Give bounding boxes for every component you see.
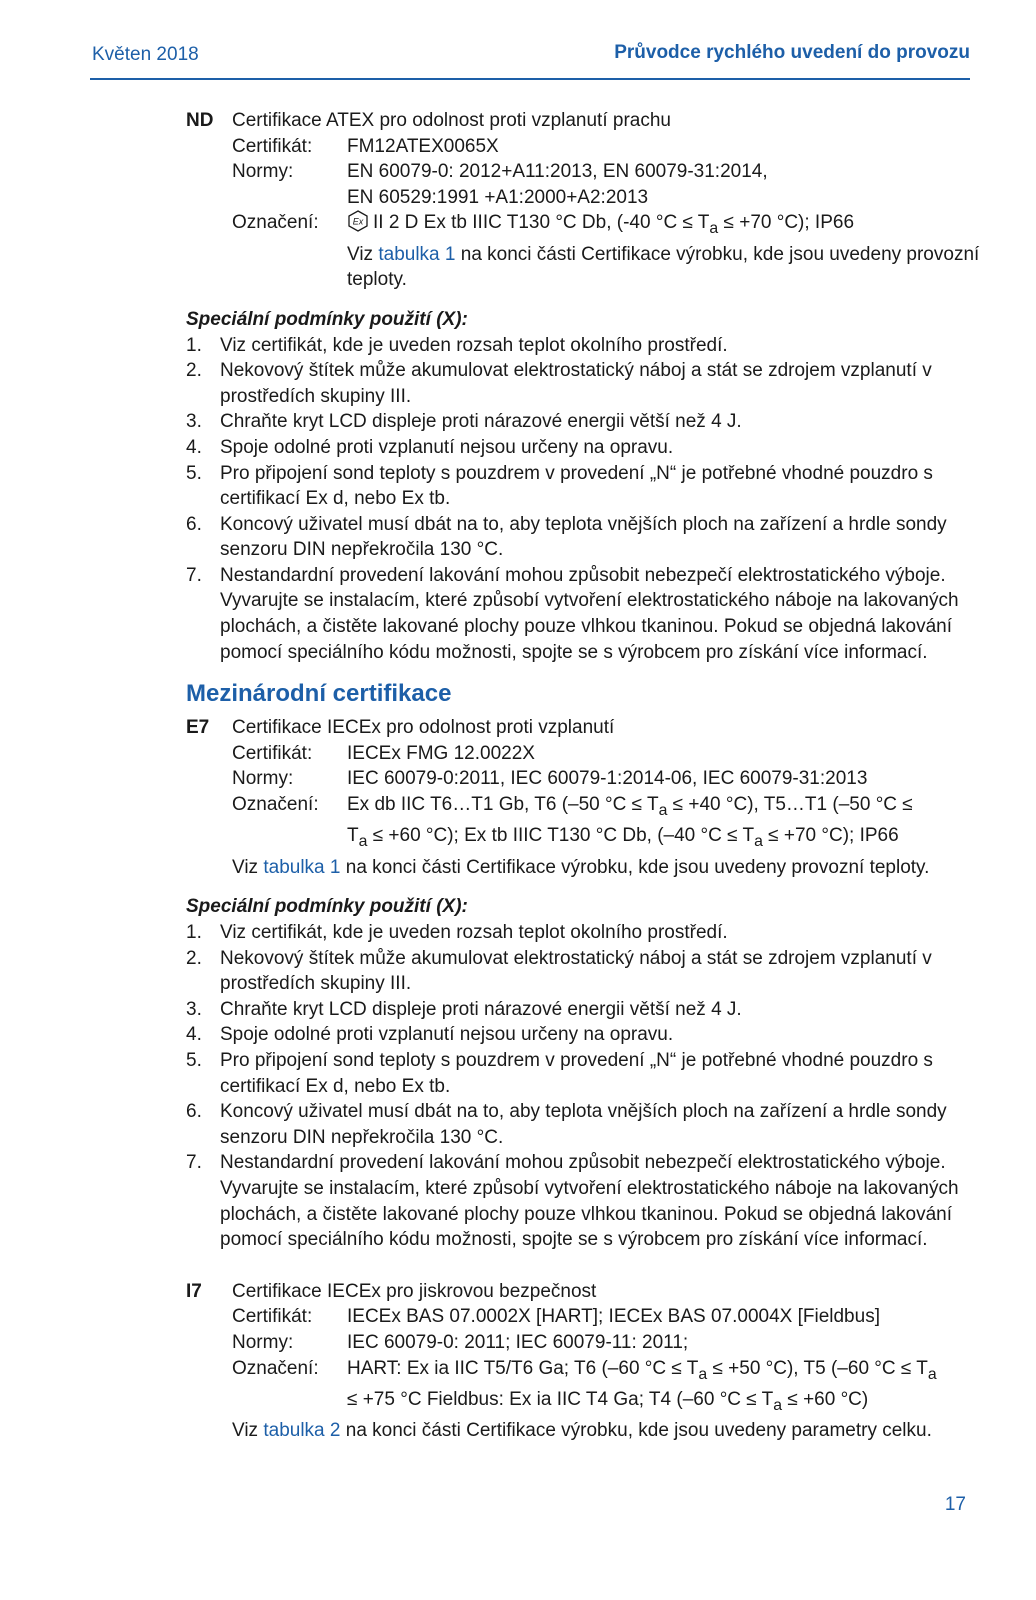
page-header [0, 0, 1036, 84]
viz-prefix: Viz [347, 243, 379, 265]
list-item [186, 333, 986, 359]
cert-block-nd [186, 108, 986, 293]
cert-label: Certifikát: [232, 1306, 313, 1328]
item-number: 4. [186, 436, 202, 458]
cert-block-e7 [186, 715, 986, 880]
list-item [186, 563, 986, 665]
marking-text-3: ≤ +75 °C Fieldbus: Ex ia IIC T4 Ga; T4 (–60 °C ≤ T [347, 1388, 774, 1410]
item-text: Nestandardní provedení lakování mohou způsobit nebezpečí elektrostatického výboje. Vyvarujte se instalacím, které způsobí vytvoření elektrostatického náboje na lakovaných plochách, a čistěte lakované plochy pouze vlhkou tkaninou. Pokud se objedná lakování pomocí speciálního kódu možnosti, spojte se s výrobcem pro získání více informací. [220, 564, 959, 663]
marking-label: Označení: [232, 794, 319, 816]
list-item [186, 409, 986, 435]
list-item [186, 1099, 986, 1150]
marking-text-4: ≤ +60 °C) [782, 1388, 869, 1410]
item-text: Pro připojení sond teploty s pouzdrem v provedení „N“ je potřebné vhodné pouzdro s certifikací Ex d, nebo Ex tb. [220, 1049, 933, 1097]
cert-label: Certifikát: [232, 742, 313, 764]
page-content [186, 108, 986, 1444]
cert-value: IECEx BAS 07.0002X [HART]; IECEx BAS 07.0004X [Fieldbus] [347, 1306, 880, 1328]
item-number: 4. [186, 1024, 202, 1046]
header-date: Květen 2018 [92, 44, 199, 65]
viz-suffix: na konci části Certifikace výrobku, kde jsou uvedeny provozní teploty. [347, 243, 980, 291]
item-number: 7. [186, 1152, 202, 1174]
viz-suffix: na konci části Certifikace výrobku, kde jsou uvedeny parametry celku. [340, 1420, 932, 1442]
marking-text-4: ≤ +60 °C); Ex tb IIIC T130 °C Db, (–40 °C ≤ T [367, 825, 755, 847]
item-text: Viz certifikát, kde je uveden rozsah teplot okolního prostředí. [220, 922, 728, 944]
list-item [186, 920, 986, 946]
marking-text-1: HART: Ex ia IIC T5/T6 Ga; T6 (–60 °C ≤ T [347, 1357, 699, 1379]
page-number: 17 [944, 1494, 966, 1515]
item-number: 6. [186, 513, 202, 535]
conditions-list-nd [186, 333, 986, 666]
norms-value: IEC 60079-0: 2011; IEC 60079-11: 2011; [347, 1331, 689, 1353]
tabulka-1-link[interactable]: tabulka 1 [263, 856, 341, 878]
marking-text-5: ≤ +70 °C); IP66 [762, 825, 899, 847]
subscript-a: a [658, 801, 668, 819]
cert-title: Certifikace IECEx pro jiskrovou bezpečnost [232, 1280, 597, 1302]
item-text: Spoje odolné proti vzplanutí nejsou určeny na opravu. [220, 1024, 674, 1046]
subscript-a: a [927, 1365, 937, 1383]
item-text: Nestandardní provedení lakování mohou způsobit nebezpečí elektrostatického výboje. Vyvarujte se instalacím, které způsobí vytvoření elektrostatického náboje na lakovaných plochách, a čistěte lakované plochy pouze vlhkou tkaninou. Pokud se objedná lakování pomocí speciálního kódu možnosti, spojte se s výrobcem pro získání více informací. [220, 1152, 959, 1251]
tabulka-2-link[interactable]: tabulka 2 [263, 1420, 341, 1442]
norms-value-line2: EN 60529:1991 +A1:2000+A2:2013 [347, 186, 649, 208]
list-item [186, 461, 986, 512]
item-number: 3. [186, 411, 202, 433]
marking-label: Označení: [232, 1357, 319, 1379]
subscript-a: a [754, 833, 763, 851]
header-title: Průvodce rychlého uvedení do provozu [614, 42, 970, 63]
item-text: Nekovový štítek může akumulovat elektrostatický náboj a stát se zdrojem vzplanutí v prostředích skupiny III. [220, 947, 932, 995]
marking-text-2: ≤ +50 °C), T5 (–60 °C ≤ T [707, 1357, 928, 1379]
item-text: Koncový uživatel musí dbát na to, aby teplota vnějších ploch na zařízení a hrdle sondy senzoru DIN nepřekročila 130 °C. [220, 1101, 947, 1148]
viz-prefix: Viz [232, 856, 264, 878]
special-conditions-title: Speciální podmínky použití (X): [186, 896, 468, 918]
list-item [186, 946, 986, 997]
list-item [186, 1150, 986, 1252]
viz-prefix: Viz [232, 1420, 264, 1442]
list-item [186, 435, 986, 461]
item-number: 2. [186, 360, 202, 382]
item-number: 7. [186, 564, 202, 586]
subscript-a: a [698, 1365, 708, 1383]
item-number: 5. [186, 1049, 202, 1071]
cert-code: ND [186, 110, 214, 131]
subscript-a: a [358, 833, 368, 851]
cert-label: Certifikát: [232, 135, 313, 157]
marking-text-2: ≤ +40 °C), T5…T1 (–50 °C ≤ [667, 794, 913, 816]
item-number: 1. [186, 922, 202, 944]
item-text: Chraňte kryt LCD displeje proti nárazové energii větší než 4 J. [220, 998, 742, 1020]
cert-code: I7 [186, 1280, 202, 1302]
list-item [186, 358, 986, 409]
viz-suffix: na konci části Certifikace výrobku, kde jsou uvedeny provozní teploty. [340, 856, 930, 878]
cert-block-i7 [186, 1279, 986, 1444]
list-item [186, 1048, 986, 1099]
special-conditions-title: Speciální podmínky použití (X): [186, 308, 468, 330]
norms-value: IEC 60079-0:2011, IEC 60079-1:2014-06, IEC 60079-31:2013 [347, 768, 868, 790]
item-number: 5. [186, 462, 202, 484]
item-number: 1. [186, 334, 202, 356]
item-number: 6. [186, 1101, 202, 1123]
item-text: Pro připojení sond teploty s pouzdrem v provedení „N“ je potřebné vhodné pouzdro s certifikací Ex d, nebo Ex tb. [220, 462, 933, 510]
marking-text-a: II 2 D Ex tb IIIC T130 °C Db, (-40 °C ≤ T [373, 212, 710, 234]
spacer [186, 1253, 986, 1279]
item-text: Viz certifikát, kde je uveden rozsah teplot okolního prostředí. [220, 334, 728, 356]
list-item [186, 997, 986, 1023]
conditions-list-e7 [186, 920, 986, 1253]
norms-value-line1: EN 60079-0: 2012+A11:2013, EN 60079-31:2014, [347, 161, 768, 183]
norms-label: Normy: [232, 1331, 294, 1353]
list-item [186, 512, 986, 563]
marking-text-3: T [347, 825, 359, 847]
item-number: 3. [186, 998, 202, 1020]
cert-value: FM12ATEX0065X [347, 135, 499, 157]
item-text: Nekovový štítek může akumulovat elektrostatický náboj a stát se zdrojem vzplanutí v prostředích skupiny III. [220, 360, 932, 407]
marking-text-1: Ex db IIC T6…T1 Gb, T6 (–50 °C ≤ T [347, 794, 659, 816]
header-rule [90, 78, 970, 80]
norms-label: Normy: [232, 161, 294, 183]
item-number: 2. [186, 947, 202, 969]
item-text: Chraňte kryt LCD displeje proti nárazové energii větší než 4 J. [220, 411, 742, 433]
svg-text:Ex: Ex [352, 216, 364, 227]
viz-note [232, 855, 986, 881]
cert-title: Certifikace IECEx pro odolnost proti vzplanutí [232, 717, 615, 739]
section-title: Mezinárodní certifikace [186, 680, 452, 708]
marking-label: Označení: [232, 212, 319, 234]
marking-text-b: ≤ +70 °C); IP66 [718, 212, 855, 234]
norms-label: Normy: [232, 768, 294, 790]
viz-note [232, 1418, 986, 1444]
cert-code: E7 [186, 717, 210, 739]
cert-title: Certifikace ATEX pro odolnost proti vzplanutí prachu [232, 110, 671, 131]
tabulka-1-link[interactable]: tabulka 1 [378, 243, 456, 265]
item-text: Spoje odolné proti vzplanutí nejsou určeny na opravu. [220, 436, 674, 458]
subscript-a: a [773, 1396, 783, 1414]
cert-value: IECEx FMG 12.0022X [347, 742, 535, 764]
list-item [186, 1022, 986, 1048]
subscript-a: a [709, 220, 719, 238]
ex-hexagon-icon [347, 210, 369, 232]
item-text: Koncový uživatel musí dbát na to, aby teplota vnějších ploch na zařízení a hrdle sondy senzoru DIN nepřekročila 130 °C. [220, 513, 947, 561]
